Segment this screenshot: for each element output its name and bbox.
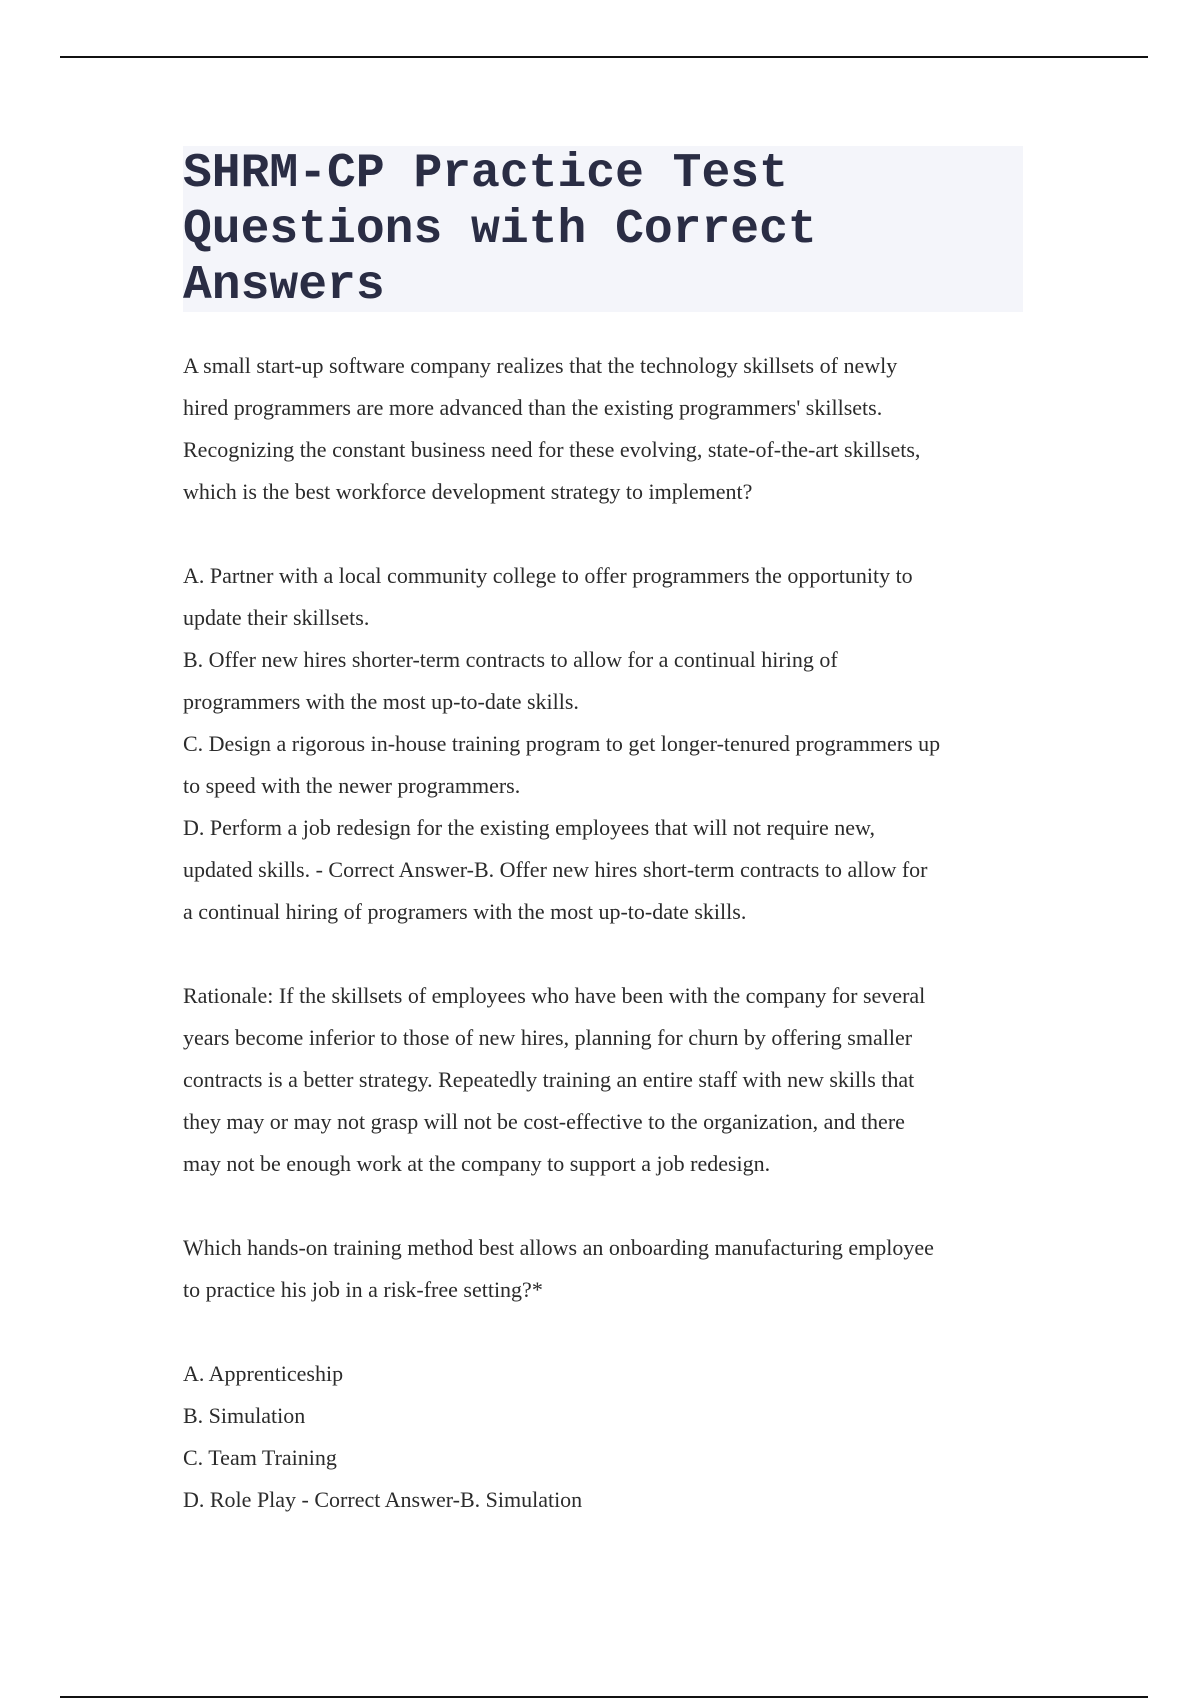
option-line: a continual hiring of programers with the most up-to-date skills. — [183, 899, 747, 924]
footer-rule — [60, 1696, 1148, 1698]
text-line: may not be enough work at the company to support a job redesign. — [183, 1151, 771, 1176]
question-1-rationale — [183, 975, 1063, 1185]
option-line: D. Role Play - Correct Answer-B. Simulation — [183, 1487, 583, 1512]
text-line: they may or may not grasp will not be cost-effective to the organization, and there — [183, 1109, 905, 1134]
option-line: A. Partner with a local community college to offer programmers the opportunity to — [183, 563, 913, 588]
document-title — [183, 146, 1023, 312]
option-line: A. Apprenticeship — [183, 1361, 344, 1386]
title-line: Answers — [183, 259, 385, 313]
title-line: Questions with Correct — [183, 203, 817, 257]
option-line: C. Design a rigorous in-house training program to get longer-tenured programmers up — [183, 731, 941, 756]
document-body — [183, 345, 1063, 1563]
option-line: programmers with the most up-to-date skills. — [183, 689, 579, 714]
option-line: B. Simulation — [183, 1403, 306, 1428]
option-line: update their skillsets. — [183, 605, 370, 630]
question-1-options — [183, 555, 1063, 933]
text-line: to practice his job in a risk-free setting?* — [183, 1277, 543, 1302]
text-line: which is the best workforce development strategy to implement? — [183, 479, 753, 504]
question-2-options — [183, 1353, 1063, 1521]
title-line: SHRM-CP Practice Test — [183, 147, 788, 201]
text-line: contracts is a better strategy. Repeatedly training an entire staff with new skills that — [183, 1067, 915, 1092]
option-line: B. Offer new hires shorter-term contracts to allow for a continual hiring of — [183, 647, 838, 672]
text-line: years become inferior to those of new hires, planning for churn by offering smaller — [183, 1025, 913, 1050]
text-line: A small start-up software company realizes that the technology skillsets of newly — [183, 353, 898, 378]
option-line: updated skills. - Correct Answer-B. Offer new hires short-term contracts to allow for — [183, 857, 928, 882]
option-line: to speed with the newer programmers. — [183, 773, 521, 798]
text-line: hired programmers are more advanced than the existing programmers' skillsets. — [183, 395, 883, 420]
option-line: D. Perform a job redesign for the existing employees that will not require new, — [183, 815, 876, 840]
header-rule — [60, 56, 1148, 58]
text-line: Recognizing the constant business need for these evolving, state-of-the-art skillsets, — [183, 437, 921, 462]
question-2 — [183, 1227, 1063, 1311]
text-line: Rationale: If the skillsets of employees who have been with the company for several — [183, 983, 926, 1008]
question-1 — [183, 345, 1063, 513]
option-line: C. Team Training — [183, 1445, 337, 1470]
text-line: Which hands-on training method best allows an onboarding manufacturing employee — [183, 1235, 934, 1260]
